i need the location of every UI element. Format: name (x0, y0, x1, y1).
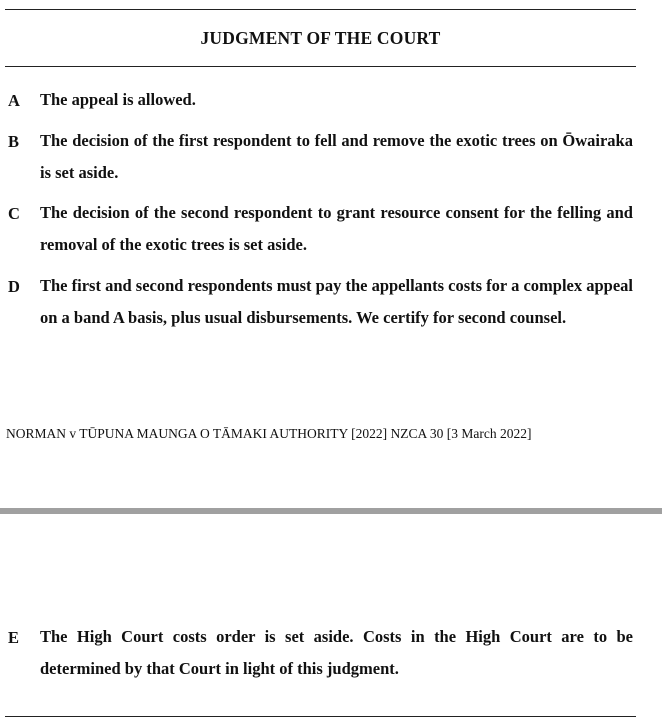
page-title: JUDGMENT OF THE COURT (200, 28, 441, 48)
bottom-rule (5, 716, 636, 717)
order-letter: E (8, 628, 20, 647)
order-d (5, 277, 633, 334)
case-citation: NORMAN v TŪPUNA MAUNGA O TĀMAKI AUTHORITY [2022] NZCA 30 [3 March 2022] (6, 426, 532, 441)
order-letter: D (8, 277, 20, 296)
order-letter: B (8, 132, 20, 151)
order-text: The decision of the first respondent to fell and remove the exotic trees on Ōwairaka is set aside. (40, 131, 633, 182)
order-text: The High Court costs order is set aside. Costs in the High Court are to be determined by that Court in light of this judgment. (40, 627, 633, 678)
order-b (5, 132, 633, 189)
order-text: The first and second respondents must pay the appellants costs for a complex appeal on a band A basis, plus usual disbursements. We certify for second counsel. (40, 276, 633, 327)
heading-rule (5, 66, 636, 67)
page-break-divider (0, 508, 662, 514)
order-letter: A (8, 91, 20, 110)
order-text: The decision of the second respondent to grant resource consent for the felling and removal of the exotic trees is set aside. (40, 203, 633, 254)
order-text: The appeal is allowed. (40, 90, 196, 109)
order-letter: C (8, 204, 20, 223)
order-c (5, 204, 633, 261)
order-e (5, 628, 633, 685)
order-a (5, 91, 633, 116)
top-rule (5, 9, 636, 10)
